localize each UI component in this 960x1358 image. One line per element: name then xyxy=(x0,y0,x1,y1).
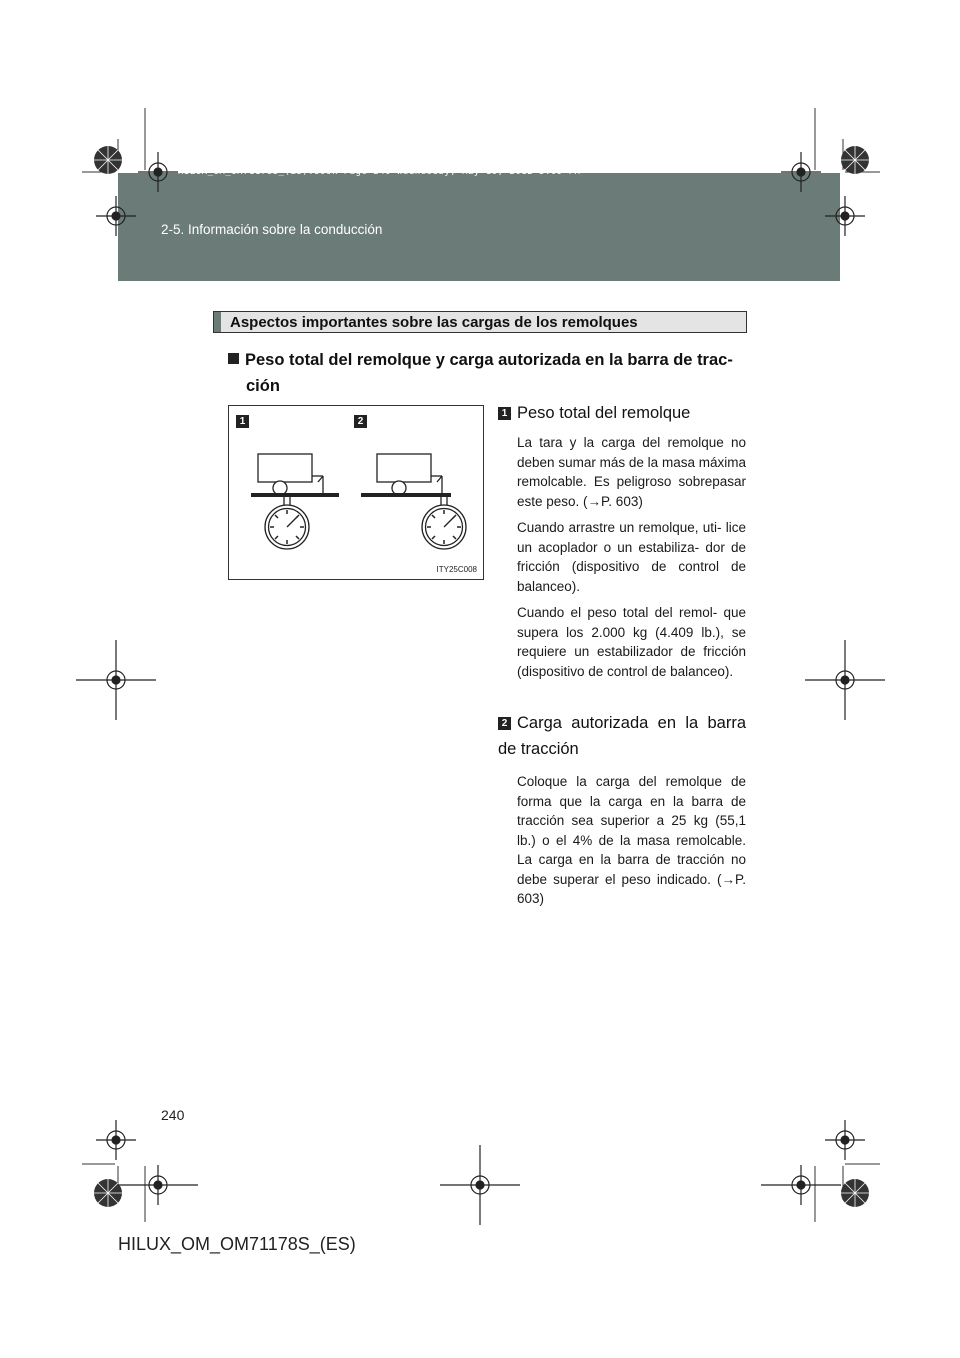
trailer-illustration xyxy=(229,406,483,579)
square-bullet-icon xyxy=(228,353,239,364)
item-1-title-text: Peso total del remolque xyxy=(517,404,691,422)
item-2-title xyxy=(498,710,746,762)
item-1-paragraph-3: Cuando el peso total del remol- que supera los 2.000 kg (4.409 lb.), se requiere un estabilizador de fricción (dispositivo de control de balanceo). xyxy=(517,605,746,679)
item-2-title-text: Carga autorizada en la barra de tracción xyxy=(498,714,746,758)
sub-heading-line1: Peso total del remolque y carga autorizada en la barra de trac- xyxy=(245,351,733,369)
item-2-paragraph-1: Coloque la carga del remolque de forma que la carga en la barra de tracción sea superior a 25 kg (55,1 lb.) o el 4% de la masa remolcable. La carga en la barra de tracción no debe superar el peso indicado. (→P. 603) xyxy=(517,774,746,906)
item-1-paragraph-2: Cuando arrastre un remolque, uti- lice un acoplador o un estabiliza- dor de fricción (dispositivo de control de balanceo). xyxy=(517,520,746,594)
item-1 xyxy=(498,400,746,681)
heading-accent-bar xyxy=(214,312,221,332)
page-number: 240 xyxy=(161,1107,185,1123)
figure-code: ITY25C008 xyxy=(436,565,477,574)
sub-heading xyxy=(228,347,748,399)
book-stamp: HILUX_OM_OM71178S_(ES).book Page 240 Wednesday, May 16, 2012 3:09 PM xyxy=(178,167,581,177)
sub-heading-line2: ción xyxy=(246,377,280,395)
heading-text: Aspectos importantes sobre las cargas de los remolques xyxy=(230,314,638,331)
section-title: 2-5. Información sobre la conducción xyxy=(161,222,383,237)
item-1-paragraph-1: La tara y la carga del remolque no deben sumar más de la masa máxima remolcable. Es peligroso sobrepasar este peso. (→P. 603) xyxy=(517,435,746,509)
figure-badge-1: 1 xyxy=(236,415,249,428)
figure-badge-2: 2 xyxy=(354,415,367,428)
section-heading xyxy=(213,311,747,333)
item-2 xyxy=(498,710,746,909)
trailer-scale-figure xyxy=(228,405,484,580)
item-2-badge: 2 xyxy=(498,717,511,730)
footer-code: HILUX_OM_OM71178S_(ES) xyxy=(118,1234,356,1254)
item-1-badge: 1 xyxy=(498,407,511,420)
item-1-title xyxy=(498,400,746,426)
